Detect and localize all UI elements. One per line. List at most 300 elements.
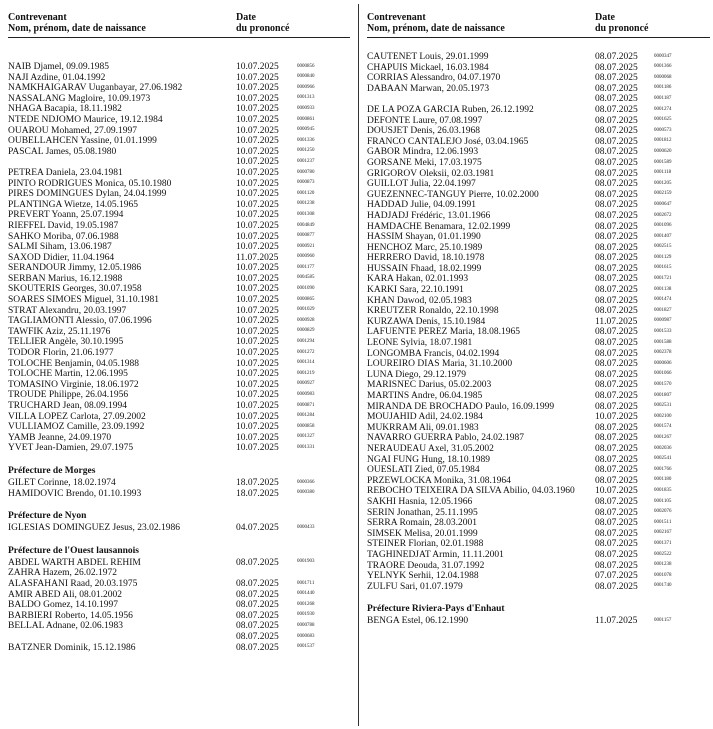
reference-number: 0000829 [297, 328, 315, 334]
table-row [8, 611, 350, 622]
reference-number: 0001511 [654, 519, 672, 525]
offender-name: IGLESIAS DOMINGUEZ Jesus, 23.02.1986 [8, 523, 181, 534]
offender-name: FRANCO CANTALEJO José, 03.04.1965 [367, 136, 529, 147]
table-row [367, 73, 710, 84]
offender-name: SAKHI Hasnia, 12.05.1966 [367, 496, 473, 507]
reference-number: 0001812 [654, 138, 672, 144]
reference-number: 0001314 [297, 360, 315, 366]
table-row [367, 317, 710, 328]
ruling-date: 08.07.2025 [236, 642, 279, 653]
offender-name: REBOCHO TEIXEIRA DA SILVA Abilio, 04.03.1960 [367, 486, 575, 497]
offender-name: PASCAL James, 05.08.1980 [8, 146, 117, 157]
ruling-date: 08.07.2025 [595, 539, 638, 550]
ruling-date: 18.07.2025 [236, 488, 279, 499]
reference-number: 0001120 [297, 190, 315, 196]
reference-number: 0000856 [297, 63, 315, 69]
table-row [8, 412, 350, 423]
table-row [367, 539, 710, 550]
reference-number: 0001177 [297, 264, 315, 270]
reference-number: 0001180 [654, 477, 672, 483]
ruling-date: 08.07.2025 [595, 83, 638, 94]
reference-number: 0002531 [654, 403, 672, 409]
ruling-date: 08.07.2025 [595, 232, 638, 243]
table-row [367, 285, 710, 296]
offender-name: CORRIAS Alessandro, 04.07.1970 [367, 73, 501, 84]
offender-name: ABDEL WARTH ABDEL REHIM [8, 557, 141, 568]
section-title: Préfecture de Nyon [8, 511, 87, 522]
offender-name: NAJI Azdine, 01.04.1992 [8, 72, 106, 83]
offender-name: TRUCHARD Jean, 08.09.1994 [8, 401, 128, 411]
table-row [367, 550, 710, 561]
ruling-date: 08.07.2025 [595, 518, 638, 529]
table-row [367, 433, 710, 444]
reference-number: 0000933 [297, 105, 315, 111]
ruling-date: 18.07.2025 [236, 477, 279, 488]
offender-name: YVET Jean-Damien, 29.07.1975 [8, 443, 134, 454]
reference-number: 0001250 [297, 148, 315, 154]
header-date-title: Date du prononcé [595, 12, 649, 34]
offender-name: ALASFAHANI Raad, 20.03.1975 [8, 578, 138, 589]
offender-name: GRIGOROV Oleksii, 02.03.1981 [367, 168, 495, 179]
reference-number: 0001238 [654, 562, 672, 568]
reference-number: 0000788 [297, 622, 315, 628]
offender-name: OUBELLAHCEN Yassine, 01.01.1999 [8, 136, 157, 147]
ruling-date: 10.07.2025 [236, 146, 279, 157]
reference-number: 0001930 [297, 612, 315, 618]
offender-name: HADJADJ Frédéric, 13.01.1966 [367, 210, 491, 221]
table-row [8, 274, 350, 285]
offender-name: HADDAD Julie, 04.09.1991 [367, 200, 476, 211]
offender-name: MIRANDA DE BROCHADO Paulo, 16.09.1999 [367, 401, 555, 412]
offender-name: NHAGA Bacapia, 18.11.1982 [8, 104, 122, 115]
ruling-date: 10.07.2025 [236, 62, 279, 72]
offender-name: OUESLATI Zied, 07.05.1984 [367, 465, 480, 476]
reference-number: 0001903 [297, 559, 315, 565]
table-row [8, 306, 350, 317]
table-row [8, 94, 350, 105]
ruling-date: 08.07.2025 [595, 200, 638, 211]
offender-name: BENGA Estel, 06.12.1990 [367, 616, 469, 627]
table-row [8, 621, 350, 632]
ruling-date: 10.07.2025 [236, 295, 279, 306]
table-row [367, 116, 710, 127]
ruling-date: 08.07.2025 [595, 62, 638, 73]
reference-number: 0001371 [654, 540, 672, 546]
header-name-title: Contrevenant Nom, prénom, date de naissance [367, 12, 505, 34]
ruling-date: 10.07.2025 [236, 83, 279, 94]
reference-number: 0001219 [297, 370, 315, 376]
reference-number: 0000068 [654, 74, 672, 80]
reference-number: 0000873 [297, 180, 315, 186]
table-row [367, 84, 710, 95]
offender-name: VILLA LOPEZ Carlota, 27.09.2002 [8, 411, 146, 422]
offender-name: TELLIER Angèle, 30.10.1995 [8, 337, 124, 348]
table-row [367, 190, 710, 201]
reference-number: 0001090 [297, 286, 315, 292]
table-row [367, 370, 710, 381]
reference-number: 0001157 [654, 617, 672, 623]
ruling-date: 08.07.2025 [236, 600, 279, 611]
ruling-date: 10.07.2025 [236, 125, 279, 136]
offender-name: LAFUENTE PEREZ Maria, 18.08.1965 [367, 327, 521, 338]
reference-number: 0000983 [297, 392, 315, 397]
right-rows [367, 52, 710, 627]
table-row [367, 126, 710, 137]
reference-number: 0001129 [654, 254, 672, 260]
offender-name: LONGOMBA Francis, 04.02.1994 [367, 348, 500, 359]
offender-name: DE LA POZA GARCIA Ruben, 26.12.1992 [367, 104, 534, 115]
ruling-date: 10.07.2025 [236, 199, 279, 210]
offender-name: NAVARRO GUERRA Pablo, 24.02.1987 [367, 433, 524, 444]
offender-name: HASSIM Shayan, 01.01.1990 [367, 232, 481, 243]
reference-number: 0001589 [654, 159, 672, 165]
reference-number: 0001268 [297, 601, 315, 607]
table-row [367, 402, 710, 413]
reference-number: 0000683 [297, 633, 315, 639]
right-column [367, 0, 710, 729]
ruling-date: 10.07.2025 [236, 390, 279, 401]
table-row [8, 568, 350, 579]
reference-number: 0000928 [297, 317, 315, 323]
ruling-date: 10.07.2025 [236, 273, 279, 284]
spacer [8, 499, 350, 509]
offender-name: HENCHOZ Marc, 25.10.1989 [367, 242, 483, 253]
ruling-date: 08.07.2025 [595, 295, 638, 306]
ruling-date: 10.07.2025 [236, 104, 279, 115]
table-row [8, 104, 350, 115]
table-row [8, 62, 350, 73]
table-row [8, 359, 350, 370]
reference-number: 0000840 [297, 74, 315, 80]
ruling-date: 08.07.2025 [595, 115, 638, 126]
ruling-date: 08.07.2025 [595, 401, 638, 412]
ruling-date: 10.07.2025 [236, 136, 279, 147]
reference-number: 0000606 [654, 360, 672, 366]
offender-name: TROUDE Philippe, 26.04.1956 [8, 390, 129, 401]
offender-name: HAMDACHE Benamara, 12.02.1999 [367, 221, 511, 232]
reference-number: 0000347 [654, 53, 672, 59]
ruling-date: 08.07.2025 [236, 589, 279, 600]
reference-number: 0000366 [297, 479, 315, 485]
offender-name: TRAORE Deouda, 31.07.1992 [367, 560, 485, 571]
table-row [367, 380, 710, 391]
reference-number: 0000865 [297, 296, 315, 302]
ruling-date: 08.07.2025 [595, 253, 638, 264]
reference-number: 0001440 [297, 591, 315, 597]
table-row [8, 189, 350, 200]
table-row [367, 274, 710, 285]
offender-name: STRAT Alexandru, 20.03.1997 [8, 305, 127, 316]
ruling-date: 08.07.2025 [595, 443, 638, 454]
table-row [367, 486, 710, 497]
offender-name: CHAPUIS Mickael, 16.03.1984 [367, 62, 489, 73]
ruling-date: 08.07.2025 [595, 136, 638, 147]
table-row [367, 444, 710, 455]
table-row [367, 158, 710, 169]
offender-name: PINTO RODRIGUES Monica, 05.10.1980 [8, 178, 172, 189]
offender-name: PLANTINGA Wietze, 14.05.1965 [8, 199, 139, 210]
offender-name: BÄTZNER Dominik, 15.12.1986 [8, 642, 136, 653]
offender-name: DEFONTE Laure, 07.08.1997 [367, 115, 483, 126]
table-row [8, 600, 350, 611]
offender-name: PETREA Daniela, 23.04.1981 [8, 167, 123, 178]
offender-name: PRZEWLOCKA Monika, 31.08.1964 [367, 475, 511, 486]
reference-number: 0001588 [654, 339, 672, 345]
ruling-date: 10.07.2025 [236, 401, 279, 411]
reference-number: 0001625 [654, 117, 672, 123]
spacer [8, 534, 350, 544]
ruling-date: 08.07.2025 [595, 263, 638, 274]
reference-number: 0001331 [297, 444, 315, 450]
reference-number: 0004585 [297, 275, 315, 281]
table-row [367, 306, 710, 317]
ruling-date: 08.07.2025 [595, 454, 638, 465]
reference-number: 0001186 [654, 85, 672, 91]
offender-name: SERBAN Marius, 16.12.1988 [8, 273, 123, 284]
offender-name: AMIR ABED Ali, 08.01.2002 [8, 589, 123, 600]
section-heading [8, 464, 350, 478]
table-row [8, 348, 350, 359]
table-row [8, 232, 350, 243]
offender-name: TOLOCHE Benjamin, 04.05.1988 [8, 358, 139, 369]
ruling-date: 08.07.2025 [595, 306, 638, 317]
offender-name: HERRERO David, 18.10.1978 [367, 253, 485, 264]
table-row [367, 211, 710, 222]
offender-name: VULLIAMOZ Camille, 23.09.1992 [8, 422, 145, 433]
table-row [367, 253, 710, 264]
ruling-date: 08.07.2025 [595, 475, 638, 486]
offender-name: TODOR Florin, 21.06.1977 [8, 348, 114, 359]
reference-number: 0000877 [297, 233, 315, 239]
table-row [8, 579, 350, 590]
offender-name: NASSALANG Magloire, 10.09.1973 [8, 93, 151, 104]
offender-name: SALMI Siham, 13.06.1987 [8, 242, 112, 253]
ruling-date: 10.07.2025 [236, 157, 279, 168]
reference-number: 0002159 [654, 191, 672, 197]
reference-number: 0000987 [654, 318, 672, 324]
reference-number: 0000858 [297, 423, 315, 429]
offender-name: PIRES DOMINGUES Dylan, 24.04.1999 [8, 189, 167, 200]
reference-number: 0001284 [297, 413, 315, 419]
offender-name: LOUREIRO DIAS Maria, 31.10.2000 [367, 359, 513, 370]
ruling-date: 10.07.2025 [236, 167, 279, 178]
table-row [8, 200, 350, 211]
offender-name: NERAUDEAU Axel, 31.05.2002 [367, 443, 494, 454]
table-row [367, 561, 710, 572]
ruling-date: 08.07.2025 [595, 168, 638, 179]
ruling-date: 08.07.2025 [595, 391, 638, 401]
table-row [367, 296, 710, 307]
table-row [367, 412, 710, 423]
ruling-date: 08.07.2025 [595, 189, 638, 200]
ruling-date: 10.07.2025 [236, 114, 279, 125]
offender-name: YAMB Jeanne, 24.09.1970 [8, 432, 112, 443]
reference-number: 0001474 [654, 297, 672, 303]
table-row [8, 380, 350, 391]
reference-number: 0000780 [297, 169, 315, 175]
reference-number: 0002515 [654, 244, 672, 250]
table-row [367, 529, 710, 540]
table-row [367, 169, 710, 180]
reference-number: 0000380 [297, 490, 315, 496]
ruling-date: 10.07.2025 [236, 210, 279, 221]
offender-name: SIMSEK Melisa, 20.01.1999 [367, 528, 478, 539]
table-row [367, 232, 710, 243]
offender-name: TOLOCHE Martin, 12.06.1995 [8, 369, 128, 380]
reference-number: 0000966 [297, 84, 315, 90]
ruling-date: 08.07.2025 [595, 348, 638, 359]
reference-number: 0001807 [654, 392, 672, 398]
spacer [367, 592, 710, 602]
offender-name: DABAAN Marwan, 20.05.1973 [367, 83, 490, 94]
ruling-date: 08.07.2025 [595, 73, 638, 84]
right-column-header [367, 12, 710, 52]
reference-number: 0001574 [654, 424, 672, 430]
ruling-date: 10.07.2025 [236, 358, 279, 369]
table-row [367, 105, 710, 116]
ruling-date: 11.07.2025 [595, 316, 638, 327]
table-row [8, 590, 350, 601]
offender-name: GABOR Mindra, 12.06.1993 [367, 147, 479, 158]
table-row [8, 327, 350, 338]
offender-name: PREVERT Yoann, 25.07.1994 [8, 210, 124, 221]
reference-number: 0001118 [654, 170, 672, 176]
table-row [367, 137, 710, 148]
ruling-date: 08.07.2025 [595, 549, 638, 560]
table-row [8, 179, 350, 190]
reference-number: 0001366 [654, 64, 672, 70]
offender-name: SERANDOUR Jimmy, 12.05.1986 [8, 263, 142, 274]
reference-number: 0001272 [297, 349, 315, 355]
ruling-date: 10.07.2025 [236, 337, 279, 348]
section-title: Préfecture de l'Ouest lausannois [8, 545, 139, 556]
reference-number: 0002076 [654, 509, 672, 515]
table-row [8, 632, 350, 643]
reference-number: 0002378 [654, 350, 672, 356]
table-row [8, 210, 350, 221]
reference-number: 0000620 [654, 148, 672, 154]
reference-number: 0001237 [297, 158, 315, 164]
table-row [367, 327, 710, 338]
offender-name: HAMIDOVIC Brendo, 01.10.1993 [8, 488, 142, 499]
reference-number: 0002036 [654, 445, 672, 451]
reference-number: 0001238 [297, 201, 315, 207]
table-row [8, 295, 350, 306]
ruling-date: 10.07.2025 [236, 220, 279, 231]
reference-number: 0001721 [654, 276, 672, 282]
reference-number: 0001835 [654, 487, 672, 493]
offender-name: ZAHRA Hazem, 26.02.1972 [8, 568, 117, 579]
reference-number: 0001138 [654, 286, 672, 292]
table-row [8, 126, 350, 137]
ruling-date: 04.07.2025 [236, 523, 279, 534]
reference-number: 0001407 [654, 233, 672, 239]
offender-name: MARISNEC Darius, 05.02.2003 [367, 380, 492, 391]
ruling-date: 11.07.2025 [236, 252, 279, 263]
offender-name: SOARES SIMOES Miguel, 31.10.1981 [8, 295, 159, 306]
ruling-date: 10.07.2025 [236, 379, 279, 390]
reference-number: 0001740 [654, 583, 672, 589]
ruling-date: 10.07.2025 [236, 326, 279, 337]
ruling-date: 08.07.2025 [595, 126, 638, 137]
offender-name: NAMKHAIGARAV Uuganbayar, 27.06.1982 [8, 83, 183, 94]
reference-number: 0001615 [654, 265, 672, 271]
reference-number: 0001308 [297, 211, 315, 217]
offender-name: KREUTZER Ronaldo, 22.10.1998 [367, 306, 499, 317]
reference-number: 0002167 [654, 530, 672, 536]
table-row [8, 221, 350, 232]
table-row [367, 571, 710, 582]
offender-name: RIEFFEL David, 19.05.1987 [8, 220, 119, 231]
spacer [8, 52, 350, 62]
table-row [367, 63, 710, 74]
offender-name: CAUTENET Louis, 29.01.1999 [367, 52, 489, 62]
table-row [8, 242, 350, 253]
ruling-date: 10.07.2025 [236, 305, 279, 316]
ruling-date: 08.07.2025 [595, 94, 638, 105]
table-row [367, 455, 710, 466]
offender-name: MARTINS Andre, 06.04.1985 [367, 391, 483, 401]
offender-name: GUÉZENNEC-TANGUY Pierre, 10.02.2000 [367, 189, 539, 200]
reference-number: 0000960 [297, 254, 315, 260]
table-row [8, 284, 350, 295]
ruling-date: 08.07.2025 [236, 557, 279, 568]
ruling-date: 08.07.2025 [595, 465, 638, 476]
table-row [8, 157, 350, 168]
reference-number: 0001294 [297, 339, 315, 345]
offender-name: GILET Corinne, 18.02.1974 [8, 477, 116, 488]
table-row [367, 582, 710, 593]
reference-number: 0001066 [654, 371, 672, 377]
reference-number: 0001570 [654, 382, 672, 387]
offender-name: KURZAWA Denis, 15.10.1984 [367, 316, 486, 327]
offender-name: SERIN Jonathan, 25.11.1995 [367, 507, 478, 518]
ruling-date: 08.07.2025 [595, 581, 638, 592]
section-title: Préfecture de Morges [8, 465, 96, 476]
column-divider [358, 4, 359, 726]
reference-number: 0001029 [297, 307, 315, 313]
table-row [367, 147, 710, 158]
ruling-date: 10.07.2025 [236, 189, 279, 200]
table-row [367, 264, 710, 275]
offender-name: YELNYK Serhii, 12.04.1988 [367, 571, 479, 582]
ruling-date: 08.07.2025 [595, 221, 638, 232]
offender-name: OUAROU Mohamed, 27.09.1997 [8, 125, 138, 136]
reference-number: 0000945 [297, 127, 315, 133]
reference-number: 0000927 [297, 381, 315, 387]
table-row [367, 359, 710, 370]
reference-number: 0002541 [654, 456, 672, 462]
table-row [8, 523, 350, 534]
offender-name: SAXOD Didier, 11.04.1964 [8, 252, 115, 263]
offender-name: SKOUTERIS Georges, 30.07.1958 [8, 284, 142, 295]
ruling-date: 08.07.2025 [595, 327, 638, 338]
table-row [8, 401, 350, 412]
offender-name: KARKI Sara, 22.10.1991 [367, 285, 464, 296]
offender-name: SERRA Romain, 28.03.2001 [367, 518, 478, 529]
reference-number: 0001187 [654, 95, 672, 101]
offender-name: BARBIERI Roberto, 14.05.1956 [8, 610, 133, 621]
table-row [367, 476, 710, 487]
ruling-date: 10.07.2025 [236, 263, 279, 274]
ruling-date: 10.07.2025 [595, 486, 638, 497]
offender-name: TAGHINEDJAT Armin, 11.11.2001 [367, 549, 504, 560]
ruling-date: 08.07.2025 [595, 560, 638, 571]
offender-name: KHAN Dawod, 02.05.1983 [367, 295, 472, 306]
table-row [8, 168, 350, 179]
table-row [367, 338, 710, 349]
table-row [8, 316, 350, 327]
